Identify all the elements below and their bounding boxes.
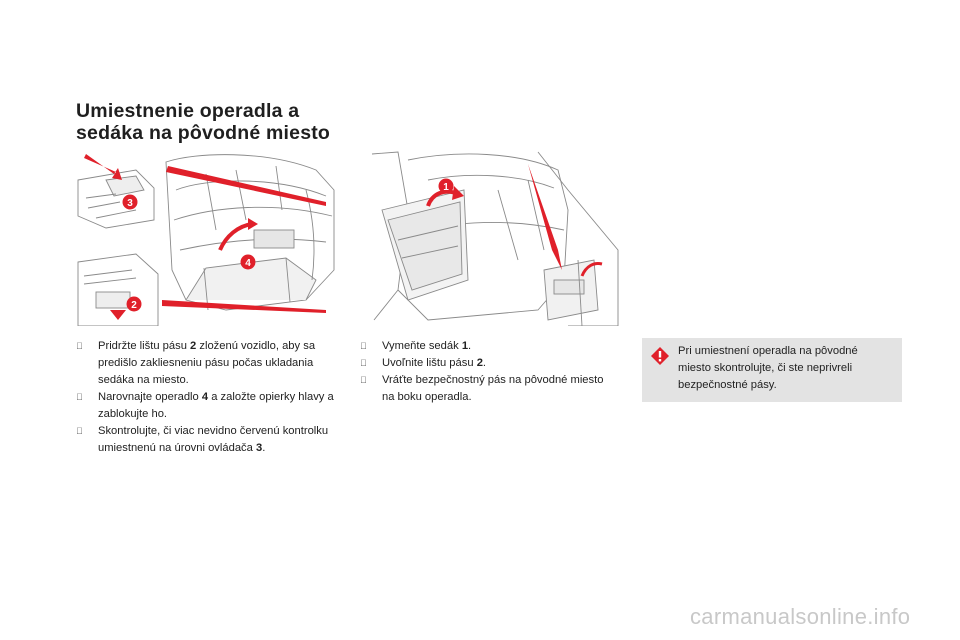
seat-drawing-right: [368, 150, 620, 326]
step-list-left: [76, 338, 344, 457]
pointer-icon: [76, 338, 90, 355]
warning-icon: [650, 346, 670, 366]
callout-3: [123, 195, 138, 210]
step-text: Vráťte bezpečnostný pás na pôvodné miesto na boku operadla.: [382, 374, 604, 403]
step-ref: 2: [476, 357, 483, 369]
pointer-icon: [360, 338, 374, 355]
step-text: .: [468, 340, 472, 352]
seat-illustration-right: [368, 150, 620, 326]
step-text: Pridržte lištu pásu: [98, 340, 191, 352]
title-line-1: Umiestnenie operadla a: [76, 100, 300, 122]
step-text: .: [262, 442, 266, 454]
callout-1: [439, 179, 454, 194]
step-ref: 4: [201, 391, 209, 403]
step-text: Uvoľnite lištu pásu: [382, 357, 477, 369]
step-text: .: [482, 357, 487, 369]
svg-text:3: 3: [127, 198, 133, 209]
instructions-left: [76, 338, 344, 457]
step-text: Narovnajte operadlo: [98, 391, 202, 403]
step-item: [360, 372, 610, 406]
step-item: [76, 389, 344, 423]
callout-4: [241, 255, 256, 270]
site-watermark: carmanualsonline.info: [690, 604, 911, 629]
step-item: [360, 355, 610, 372]
step-text: Skontrolujte, či viac nevidno červenú kontrolku umiestnenú na úrovni ovládača: [98, 425, 329, 454]
step-item: [76, 338, 344, 389]
page-title: [76, 100, 330, 144]
pointer-icon: [360, 372, 374, 389]
step-text: Vymeňte sedák: [382, 340, 462, 352]
pointer-icon: [76, 423, 90, 440]
warning-note: [642, 338, 902, 402]
instructions-right: [360, 338, 610, 406]
title-line-2: sedáka na pôvodné miesto: [76, 122, 331, 144]
step-ref: 1: [461, 340, 469, 352]
callout-2: [127, 297, 142, 312]
seat-drawing-left: [76, 150, 336, 326]
step-item: [76, 423, 344, 457]
svg-text:4: 4: [245, 258, 251, 269]
step-ref: 2: [190, 340, 197, 352]
pointer-icon: [76, 389, 90, 406]
warning-text: Pri umiestnení operadla na pôvodné miesto skontrolujte, či ste neprivreli bezpečnostné pásy.: [678, 345, 858, 391]
pointer-icon: [360, 355, 374, 372]
svg-text:2: 2: [131, 300, 137, 311]
step-item: [360, 338, 610, 355]
seat-illustration-left: [76, 150, 336, 326]
svg-text:1: 1: [443, 182, 449, 193]
step-ref: 3: [255, 442, 263, 454]
step-list-right: [360, 338, 610, 406]
step-text: zloženú vozidlo, aby sa predišlo zakliesneniu pásu počas ukladania sedáka na miesto.: [98, 340, 316, 386]
step-text: a založte opierky hlavy a zablokujte ho.: [98, 391, 334, 420]
